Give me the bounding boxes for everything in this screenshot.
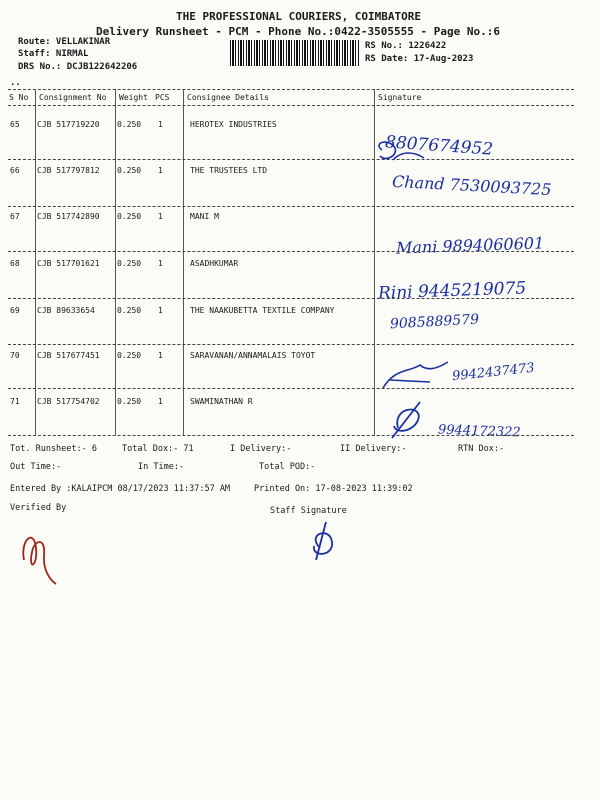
second-delivery: II Delivery:- [340,444,407,454]
in-time: In Time:- [138,462,185,472]
signature-scribble [383,362,448,388]
entered-by: Entered By :KALAIPCM 08/17/2023 11:37:57 AM [10,484,231,494]
row-signature: Mani 9894060601 [395,233,545,258]
row-weight: 0.250 [117,351,142,360]
row-consignment: CJB 517701621 [37,259,100,268]
column-header-signature: Signature [378,93,422,102]
row-sno: 67 [10,212,20,221]
row-consignee: HEROTEX INDUSTRIES [190,120,277,129]
out-time: Out Time:- [10,462,62,472]
row-consignee: SARAVANAN/ANNAMALAIS TOYOT [190,351,316,360]
row-sno: 68 [10,259,20,268]
row-consignment: CJB 517797812 [37,166,100,175]
verifier-signature [23,538,56,584]
column-header-consignee: Consignee Details [187,93,269,102]
verified-by-label: Verified By [10,503,67,513]
rtn-dox: RTN Dox:- [458,444,505,454]
total-pod: Total POD:- [259,462,316,472]
row-consignee: ASADHKUMAR [190,259,239,268]
row-pcs: 1 [158,120,163,129]
row-signature: 9085889579 [389,311,480,333]
signature-scribble [392,402,420,438]
row-consignee: THE NAAKUBETTA TEXTILE COMPANY [190,306,335,315]
first-delivery: I Delivery:- [230,444,292,454]
row-consignment: CJB 517677451 [37,351,100,360]
header-mark: .. [10,78,21,88]
row-weight: 0.250 [117,120,142,129]
row-pcs: 1 [158,397,163,406]
column-header-sno: S No [9,93,29,102]
staff-signature-mark [314,522,332,560]
row-consignee: MANI M [190,212,219,221]
column-header-weight: Weight [119,93,148,102]
row-weight: 0.250 [117,397,142,406]
row-signature: 9944172322 [437,422,521,441]
row-consignment: CJB 517719220 [37,120,100,129]
runsheet-subtitle: Delivery Runsheet - PCM - Phone No.:0422-3505555 - Page No.:6 [96,25,500,38]
row-consignee: THE TRUSTEES LTD [190,166,268,175]
row-signature: Chand 7530093725 [391,171,552,200]
column-header-pcs: PCS [155,93,170,102]
printed-on: Printed On: 17-08-2023 11:39:02 [254,484,413,494]
row-consignee: SWAMINATHAN R [190,397,253,406]
row-pcs: 1 [158,259,163,268]
row-sno: 71 [10,397,20,406]
rs-date: RS Date: 17-Aug-2023 [365,54,474,64]
row-sno: 65 [10,120,20,129]
row-consignment: CJB 517742890 [37,212,100,221]
row-pcs: 1 [158,351,163,360]
column-header-consignment: Consignment No [39,93,107,102]
row-consignment: CJB 517754702 [37,397,100,406]
route-label: Route: VELLAKINAR [18,37,111,47]
total-dox: Total Dox:- 71 [122,444,194,454]
row-weight: 0.250 [117,212,142,221]
drs-number: DRS No.: DCJB122642206 [18,62,138,72]
row-sno: 70 [10,351,20,360]
rs-number: RS No.: 1226422 [365,41,447,51]
row-pcs: 1 [158,306,163,315]
row-weight: 0.250 [117,306,142,315]
row-weight: 0.250 [117,166,142,175]
row-consignment: CJB 89633654 [37,306,95,315]
row-signature: 8807674952 [384,132,494,160]
staff-label: Staff: NIRMAL [18,49,89,59]
row-signature: Rini 9445219075 [377,278,527,304]
row-pcs: 1 [158,166,163,175]
row-sno: 66 [10,166,20,175]
row-sno: 69 [10,306,20,315]
staff-signature-label: Staff Signature [270,506,347,516]
company-title: THE PROFESSIONAL COURIERS, COIMBATORE [176,10,422,23]
row-weight: 0.250 [117,259,142,268]
signature-scribble [379,142,424,160]
row-signature: 9942437473 [451,360,536,385]
total-runsheet: Tot. Runsheet:- 6 [10,444,97,454]
row-pcs: 1 [158,212,163,221]
